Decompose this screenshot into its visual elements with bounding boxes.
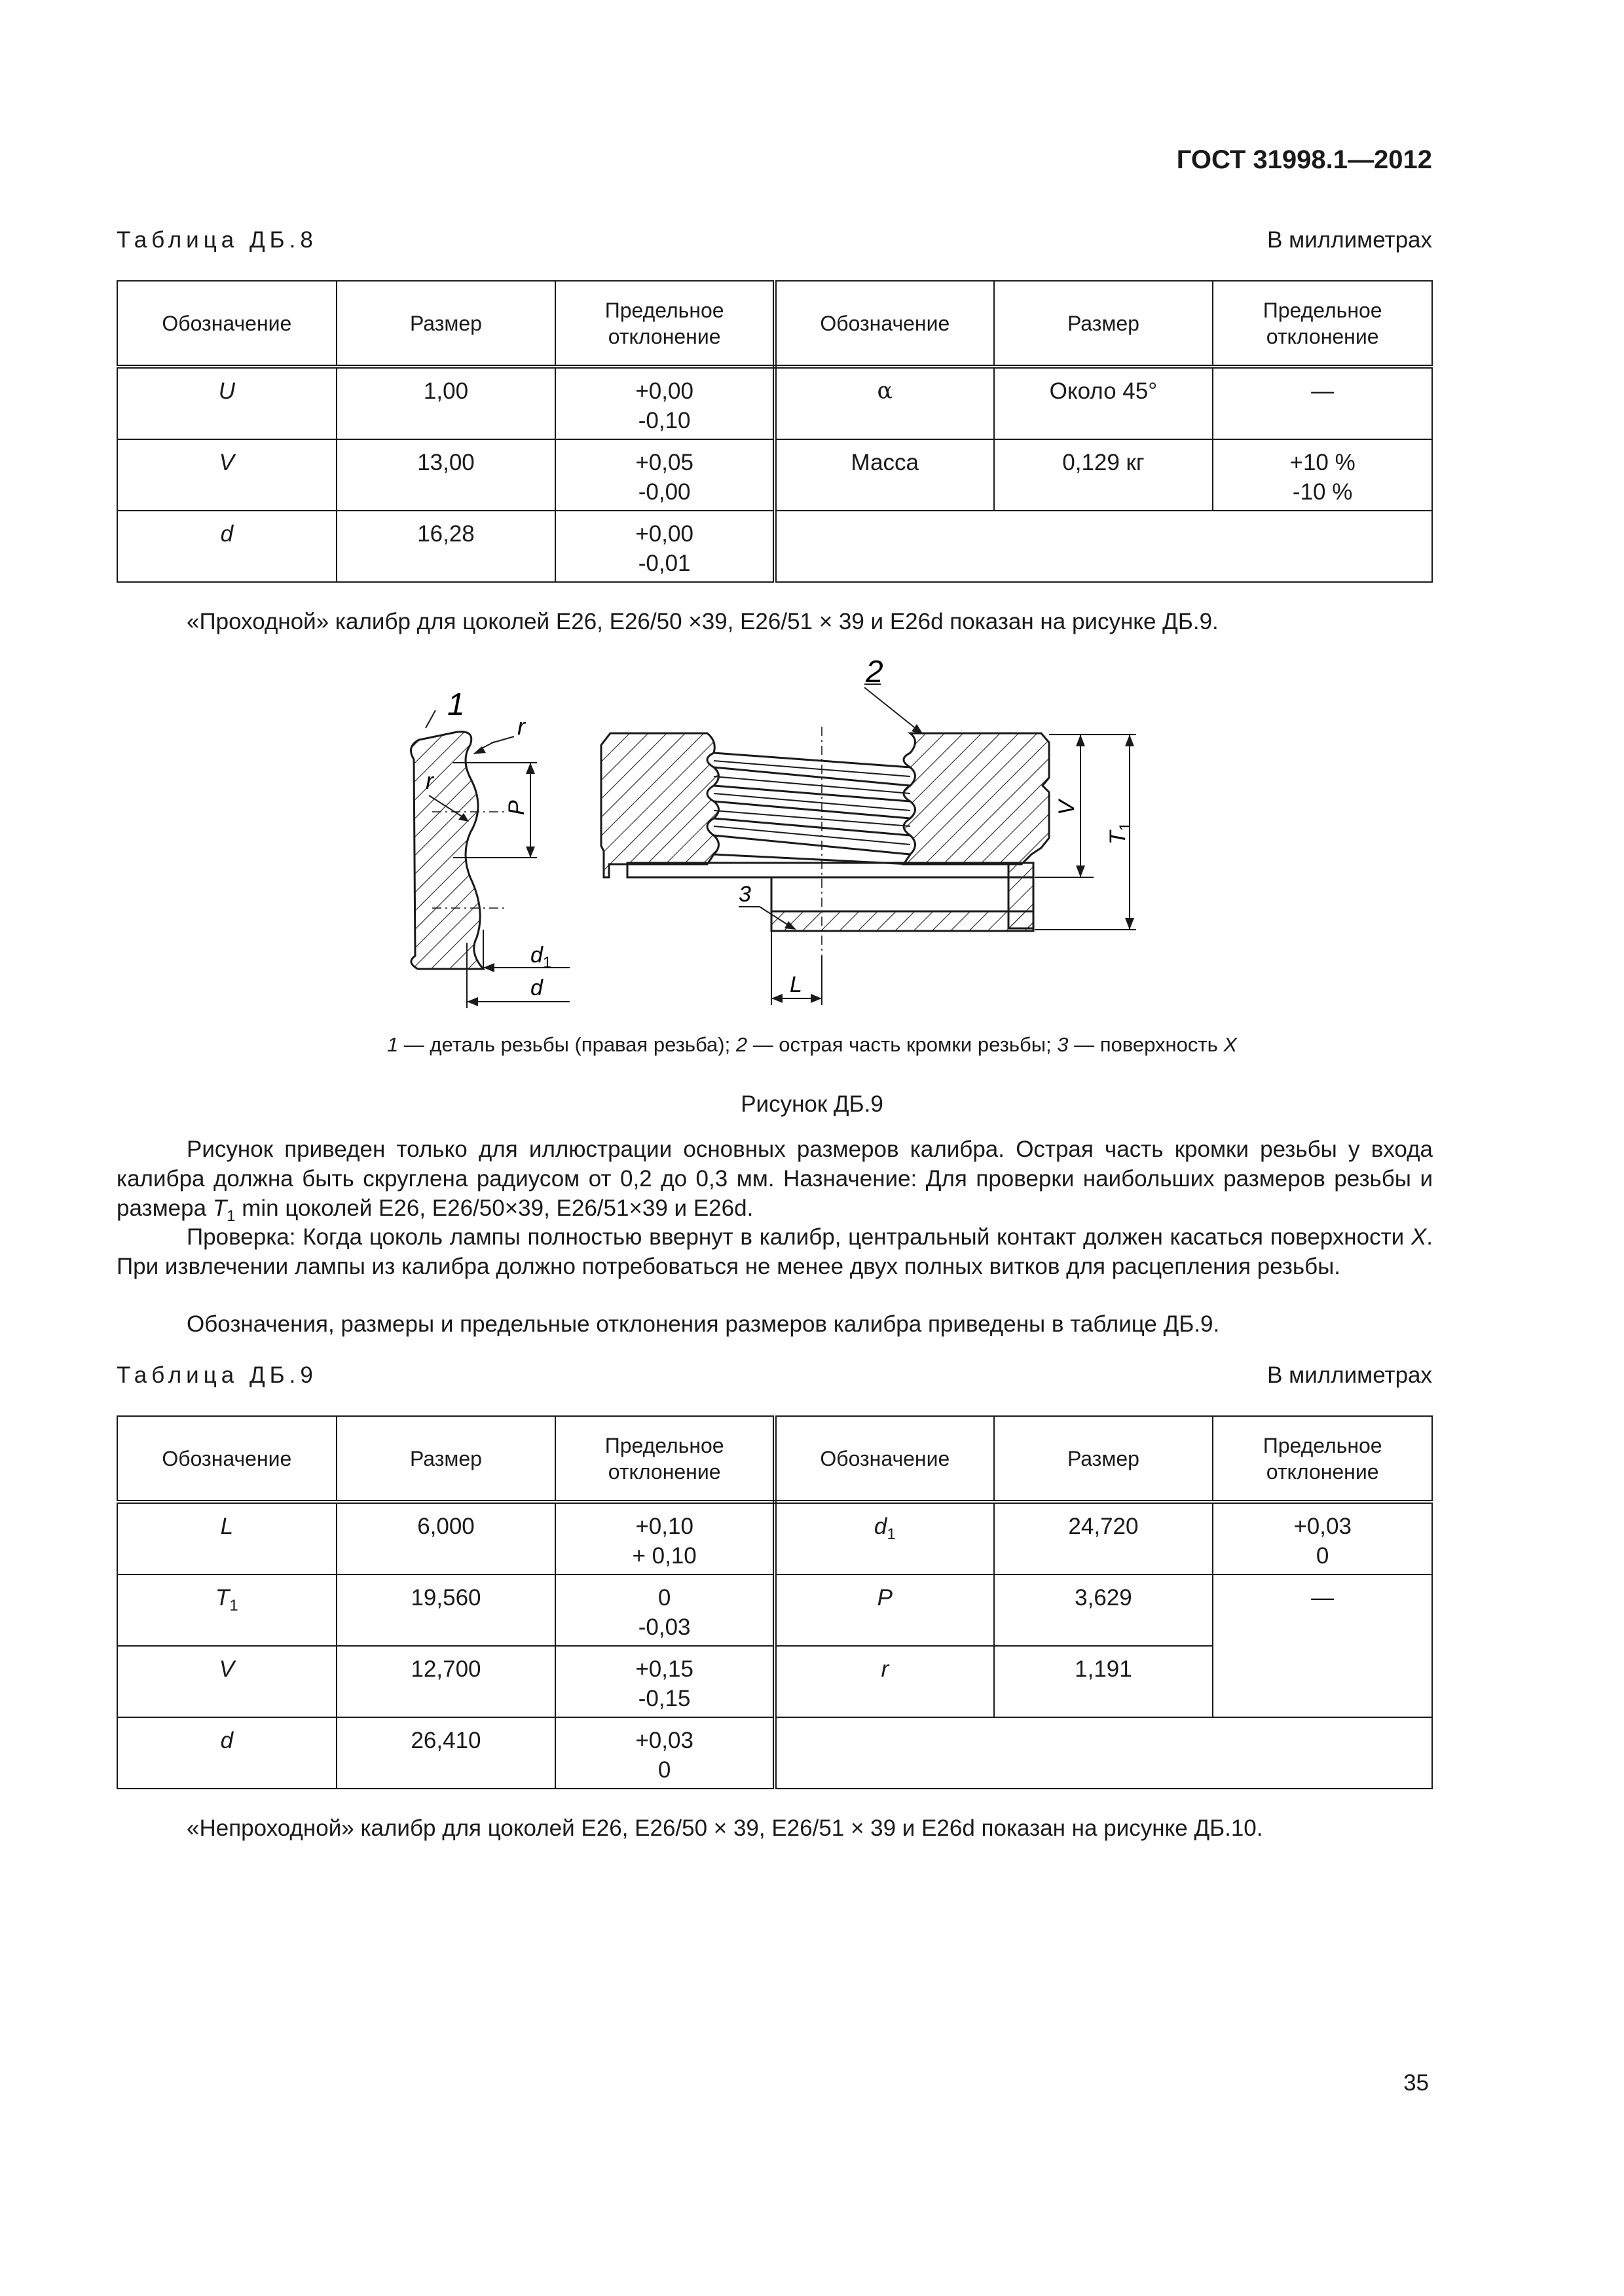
column-header: Размер bbox=[337, 1416, 556, 1502]
label-d1-main: d bbox=[530, 943, 543, 968]
size-cell: Около 45° bbox=[994, 367, 1213, 439]
symbol-cell: V bbox=[117, 439, 337, 511]
legend-text-2: — острая часть кромки резьбы; bbox=[747, 1033, 1058, 1056]
label-T1-main: T bbox=[1105, 831, 1130, 845]
paragraph-2 bbox=[117, 1222, 1433, 1281]
paragraph-1-text: Рисунок приведен только для иллюстрации основных размеров калибра. Острая часть кромки резьбы у входа калибра должна быть скруглена радиусом от 0,2 до 0,3 мм. Назначение: Для проверки наибольших размеров резьбы и размера bbox=[117, 1137, 1433, 1221]
symbol-sub: 1 bbox=[229, 1597, 238, 1614]
deviation-upper: +0,10 bbox=[635, 1514, 693, 1539]
figure-legend bbox=[0, 1030, 1624, 1059]
column-header: Размер bbox=[994, 281, 1213, 367]
deviation-upper: +0,00 bbox=[635, 378, 693, 404]
size-cell: 12,700 bbox=[337, 1646, 556, 1717]
label-L: L bbox=[790, 972, 802, 997]
paragraph-1 bbox=[117, 1135, 1433, 1231]
size-cell: 0,129 кг bbox=[994, 439, 1213, 511]
page-number: 35 bbox=[1403, 2070, 1429, 2096]
table-row bbox=[117, 439, 1432, 511]
deviation-lower: -10 % bbox=[1292, 479, 1353, 505]
deviation-cell bbox=[555, 439, 775, 511]
table-8-units: В миллиметрах bbox=[1267, 227, 1432, 253]
symbol-cell: d bbox=[117, 511, 337, 582]
deviation-lower: -0,10 bbox=[638, 408, 691, 433]
symbol-sub: 1 bbox=[887, 1525, 896, 1543]
label-T1-sub: 1 bbox=[1116, 822, 1134, 831]
deviation-lower: -0,01 bbox=[638, 551, 691, 576]
empty-cell bbox=[775, 511, 1432, 582]
deviation-upper: +0,03 bbox=[635, 1728, 693, 1753]
paragraph-2-text: Проверка: Когда цоколь лампы полностью ввернут в калибр, центральный контакт должен касаться поверхности bbox=[187, 1224, 1411, 1250]
deviation-upper: +10 % bbox=[1289, 450, 1356, 475]
deviation-upper: +0,00 bbox=[635, 521, 693, 547]
deviation-upper: +0,05 bbox=[635, 450, 693, 475]
symbol-T-sub: 1 bbox=[227, 1207, 236, 1225]
size-cell: 1,00 bbox=[337, 367, 556, 439]
deviation-lower: 0 bbox=[1316, 1543, 1329, 1569]
symbol-cell bbox=[775, 1502, 994, 1575]
legend-x: X bbox=[1223, 1033, 1238, 1056]
legend-text-3: — поверхность bbox=[1068, 1033, 1224, 1056]
gauge-ring bbox=[601, 655, 1136, 1005]
label-2: 2 bbox=[866, 655, 883, 689]
deviation-cell bbox=[1213, 1502, 1432, 1575]
table-header-row bbox=[117, 1416, 1432, 1502]
symbol-cell: d bbox=[117, 1717, 337, 1789]
label-d1-sub: 1 bbox=[542, 954, 552, 972]
deviation-cell bbox=[555, 1717, 775, 1789]
table-9 bbox=[117, 1415, 1433, 1789]
deviation-upper: 0 bbox=[657, 1585, 671, 1611]
table-row bbox=[117, 1502, 1432, 1575]
column-header: Обозначение bbox=[117, 281, 337, 367]
table-8-caption: Таблица ДБ.8 bbox=[117, 227, 318, 253]
symbol-cell: P bbox=[775, 1575, 994, 1646]
column-header: Обозначение bbox=[775, 281, 994, 367]
column-header: Предельное отклонение bbox=[1213, 1416, 1432, 1502]
thread-detail bbox=[393, 655, 570, 1008]
symbol-T: T bbox=[212, 1195, 227, 1221]
size-cell: 24,720 bbox=[994, 1502, 1213, 1575]
table-row bbox=[117, 1575, 1432, 1646]
symbol-X: X bbox=[1411, 1224, 1427, 1250]
deviation-lower: 0 bbox=[657, 1757, 671, 1783]
column-header: Обозначение bbox=[117, 1416, 337, 1502]
deviation-lower: -0,03 bbox=[638, 1614, 691, 1640]
column-header: Размер bbox=[337, 281, 556, 367]
column-header: Предельное отклонение bbox=[555, 1416, 775, 1502]
legend-text-1: — деталь резьбы (правая резьба); bbox=[398, 1033, 736, 1056]
label-r: r bbox=[426, 767, 434, 794]
deviation-cell bbox=[555, 1646, 775, 1717]
paragraph-1-text-end: min цоколей E26, E26/50×39, E26/51×39 и E26d. bbox=[235, 1195, 754, 1221]
empty-cell bbox=[775, 1717, 1432, 1789]
table-9-units: В миллиметрах bbox=[1267, 1362, 1432, 1388]
deviation-cell: — bbox=[1213, 367, 1432, 439]
standard-number: ГОСТ 31998.1—2012 bbox=[1176, 145, 1432, 174]
label-P: P bbox=[504, 800, 529, 815]
size-cell: 6,000 bbox=[337, 1502, 556, 1575]
symbol-cell: L bbox=[117, 1502, 337, 1575]
size-cell: 13,00 bbox=[337, 439, 556, 511]
size-cell: 26,410 bbox=[337, 1717, 556, 1789]
deviation-lower: -0,00 bbox=[638, 479, 691, 505]
label-3: 3 bbox=[739, 882, 751, 907]
legend-num-3: 3 bbox=[1057, 1033, 1069, 1056]
symbol-main: T bbox=[215, 1585, 230, 1611]
size-cell: 19,560 bbox=[337, 1575, 556, 1646]
table-row bbox=[117, 511, 1432, 582]
label-T1 bbox=[1105, 822, 1134, 845]
size-cell: 3,629 bbox=[994, 1575, 1213, 1646]
symbol-cell: V bbox=[117, 1646, 337, 1717]
table-8 bbox=[117, 280, 1433, 583]
column-header: Обозначение bbox=[775, 1416, 994, 1502]
paragraph-3: Обозначения, размеры и предельные отклонения размеров калибра приведены в таблице ДБ.9. bbox=[187, 1311, 1220, 1337]
deviation-cell bbox=[555, 1502, 775, 1575]
figure-db9 bbox=[393, 655, 1231, 1015]
size-cell: 1,191 bbox=[994, 1646, 1213, 1717]
deviation-cell: — bbox=[1213, 1575, 1432, 1717]
column-header: Размер bbox=[994, 1416, 1213, 1502]
deviation-cell bbox=[1213, 439, 1432, 511]
label-d1 bbox=[530, 943, 551, 972]
deviation-lower: -0,15 bbox=[638, 1686, 691, 1711]
label-d: d bbox=[530, 975, 543, 1000]
deviation-cell bbox=[555, 367, 775, 439]
symbol-cell: r bbox=[775, 1646, 994, 1717]
column-header: Предельное отклонение bbox=[1213, 281, 1432, 367]
legend-num-2: 2 bbox=[735, 1033, 748, 1056]
paragraph-2-text-end: . При извлечении лампы из калибра должно потребоваться не менее двух полных витков для расцепления резьбы. bbox=[117, 1224, 1433, 1279]
symbol-cell bbox=[117, 1575, 337, 1646]
table-9-caption: Таблица ДБ.9 bbox=[117, 1362, 318, 1388]
intro-go-gauge: «Проходной» калибр для цоколей E26, E26/50 ×39, E26/51 × 39 и E26d показан на рисунке ДБ.9. bbox=[187, 609, 1219, 634]
label-1: 1 bbox=[447, 687, 465, 722]
figure-caption: Рисунок ДБ.9 bbox=[741, 1091, 883, 1117]
legend-num-1: 1 bbox=[386, 1033, 399, 1056]
table-row bbox=[117, 1717, 1432, 1789]
deviation-cell bbox=[555, 1575, 775, 1646]
table-row bbox=[117, 367, 1432, 439]
label-r: r bbox=[517, 713, 525, 740]
symbol-cell: U bbox=[117, 367, 337, 439]
outro-nogo-gauge: «Непроходной» калибр для цоколей E26, E26/50 × 39, E26/51 × 39 и E26d показан на рисунке ДБ.10. bbox=[187, 1815, 1263, 1841]
size-cell: 16,28 bbox=[337, 511, 556, 582]
symbol-cell: Масса bbox=[775, 439, 994, 511]
deviation-cell bbox=[555, 511, 775, 582]
table-header-row bbox=[117, 281, 1432, 367]
deviation-upper: +0,15 bbox=[635, 1656, 693, 1682]
column-header: Предельное отклонение bbox=[555, 281, 775, 367]
deviation-upper: +0,03 bbox=[1293, 1514, 1352, 1539]
deviation-lower: + 0,10 bbox=[632, 1543, 697, 1569]
symbol-cell: α bbox=[775, 367, 994, 439]
label-V: V bbox=[1054, 800, 1079, 815]
symbol-main: d bbox=[874, 1514, 887, 1539]
